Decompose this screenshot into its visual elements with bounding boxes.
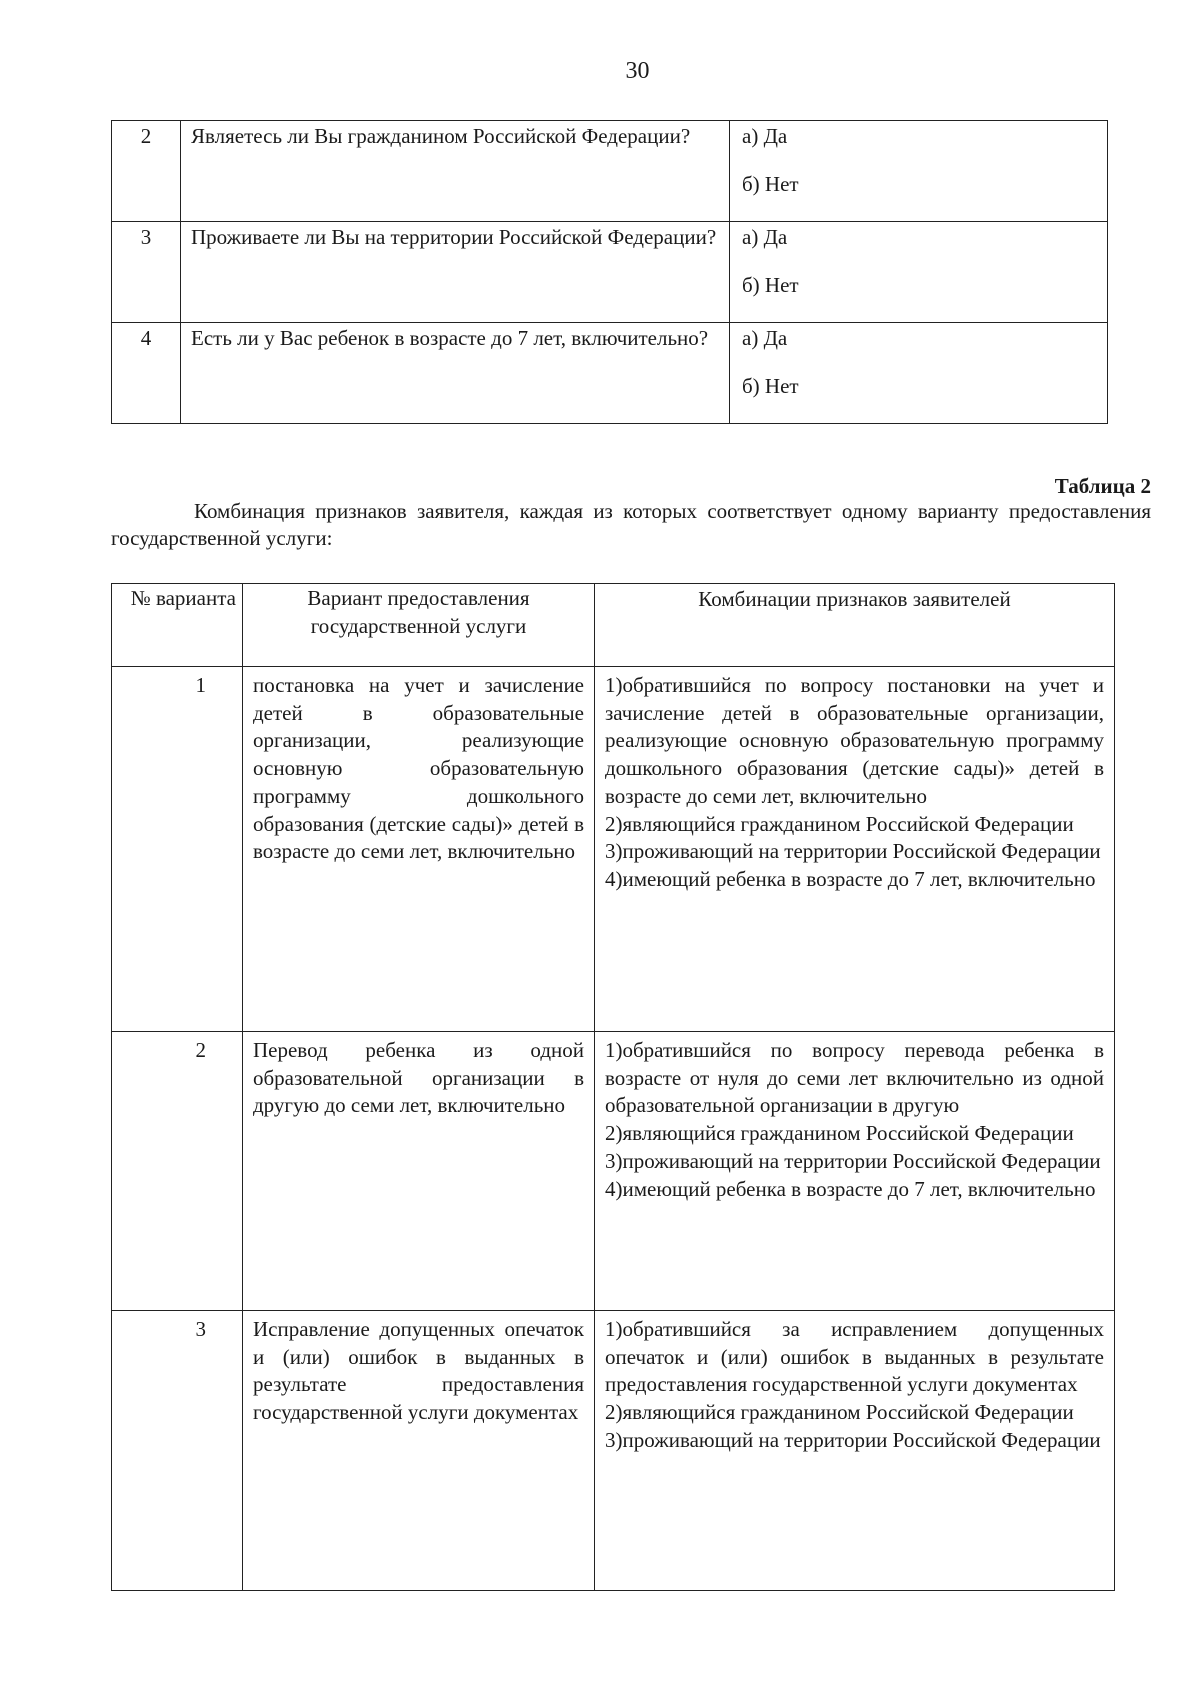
header-variant: Вариант предоставления государственной услуги: [243, 584, 595, 667]
question-number: 3: [112, 222, 181, 323]
table-caption-text: Комбинация признаков заявителя, каждая из которых соответствует одному варианту предоставления государственной услуги:: [111, 499, 1151, 550]
combination-item: 3)проживающий на территории Российской Федерации: [605, 1148, 1101, 1173]
combination-list: [595, 1311, 1115, 1591]
combination-list: [595, 667, 1115, 1032]
answer-no: б) Нет: [742, 273, 799, 297]
table-header-row: [112, 584, 1115, 667]
answer-options: [730, 323, 1108, 424]
variant-number: 2: [112, 1032, 243, 1311]
combination-item: 1)обратившийся за исправлением допущенных опечаток и (или) ошибок в выданных в результате предоставления государственной услуги документах: [605, 1317, 1104, 1397]
question-number: 2: [112, 121, 181, 222]
page-number: 30: [625, 58, 650, 84]
variant-description: Перевод ребенка из одной образовательной организации в другую до семи лет, включительно: [243, 1032, 595, 1311]
table-row: [112, 121, 1108, 222]
answer-no: б) Нет: [742, 374, 799, 398]
table-row: [112, 222, 1108, 323]
combination-item: 2)являющийся гражданином Российской Федерации: [605, 1121, 1074, 1146]
answer-no: б) Нет: [742, 172, 799, 196]
answer-yes: а) Да: [742, 124, 788, 148]
answer-yes: а) Да: [742, 225, 788, 249]
combination-item: 3)проживающий на территории Российской Федерации: [605, 839, 1101, 864]
variant-number: 3: [112, 1311, 243, 1591]
variant-number: 1: [112, 667, 243, 1032]
questions-table: [111, 120, 1108, 424]
header-combinations: Комбинации признаков заявителей: [595, 584, 1115, 667]
combination-item: 3)проживающий на территории Российской Федерации: [605, 1427, 1101, 1452]
table-caption-label: Таблица 2: [1054, 474, 1151, 498]
variant-description: Исправление допущенных опечаток и (или) ошибок в выданных в результате предоставления государственной услуги документах: [243, 1311, 595, 1591]
answer-yes: а) Да: [742, 326, 788, 350]
header-variant-number: № варианта: [112, 584, 243, 667]
question-text: Являетесь ли Вы гражданином Российской Федерации?: [181, 121, 730, 222]
table-row: [112, 667, 1115, 1032]
combination-item: 4)имеющий ребенка в возрасте до 7 лет, включительно: [605, 866, 1096, 891]
answer-options: [730, 222, 1108, 323]
combination-item: 1)обратившийся по вопросу перевода ребенка в возрасте от нуля до семи лет включительно из одной образовательной организации в другую: [605, 1038, 1104, 1118]
combination-item: 1)обратившийся по вопросу постановки на учет и зачисление детей в образовательные организации, реализующие основную образовательную программу дошкольного образования (детские сады)» детей в возрасте до семи лет, включительно: [605, 673, 1104, 808]
question-text: Проживаете ли Вы на территории Российской Федерации?: [181, 222, 730, 323]
table-row: [112, 323, 1108, 424]
combination-item: 2)являющийся гражданином Российской Федерации: [605, 811, 1074, 836]
question-text: Есть ли у Вас ребенок в возрасте до 7 лет, включительно?: [181, 323, 730, 424]
table-row: [112, 1032, 1115, 1311]
answer-options: [730, 121, 1108, 222]
variant-description: постановка на учет и зачисление детей в образовательные организации, реализующие основную образовательную программу дошкольного образования (детские сады)» детей в возрасте до семи лет, включительно: [243, 667, 595, 1032]
table-row: [112, 1311, 1115, 1591]
question-number: 4: [112, 323, 181, 424]
combination-item: 4)имеющий ребенка в возрасте до 7 лет, включительно: [605, 1176, 1096, 1201]
variants-table: [111, 583, 1115, 1591]
combination-item: 2)являющийся гражданином Российской Федерации: [605, 1400, 1074, 1425]
combination-list: [595, 1032, 1115, 1311]
